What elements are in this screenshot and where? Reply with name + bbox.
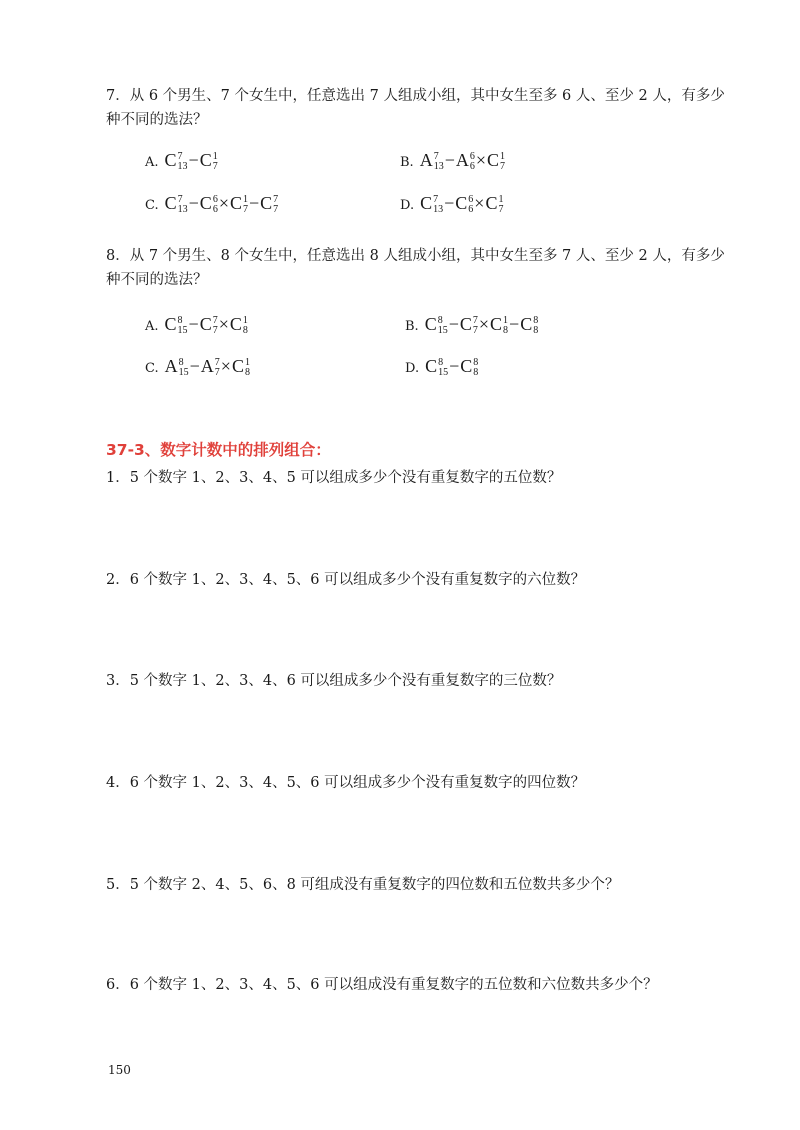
combination-symbol xyxy=(425,356,448,378)
symbol-subscript: 7 xyxy=(498,203,504,215)
symbol-superscript: 7 xyxy=(433,193,439,205)
symbol-subscript: 7 xyxy=(212,324,218,336)
times-operator: × xyxy=(218,314,229,334)
option-label: A. xyxy=(145,319,159,334)
symbol-letter: C xyxy=(229,314,242,334)
symbol-letter: C xyxy=(164,193,177,213)
symbol-letter: C xyxy=(459,314,472,334)
minus-operator: − xyxy=(188,150,199,170)
symbol-subscript: 13 xyxy=(177,203,188,215)
section-title: 37-3、数字计数中的排列组合： xyxy=(106,441,331,459)
q7-option-c[interactable] xyxy=(145,193,278,215)
symbol-letter: C xyxy=(260,193,273,213)
combination-symbol xyxy=(230,314,248,336)
question-4: 4．6 个数字 1、2、3、4、5、6 可以组成多少个没有重复数字的四位数？ xyxy=(106,775,586,791)
question-8-text: 8．从 7 个男生、8 个女生中，任意选出 8 人组成小组，其中女生至多 7 人、至少 2 人，有多少种不同的选法？ xyxy=(106,248,725,288)
symbol-superscript: 6 xyxy=(212,193,218,205)
q8-option-b[interactable] xyxy=(405,314,538,336)
option-expression xyxy=(165,150,218,170)
minus-operator: − xyxy=(248,193,260,213)
option-expression xyxy=(420,193,503,213)
symbol-superscript: 7 xyxy=(472,314,478,326)
option-label: C. xyxy=(145,198,159,213)
symbol-subscript: 15 xyxy=(438,366,449,378)
combination-symbol xyxy=(420,193,443,215)
symbol-subscript: 15 xyxy=(437,324,448,336)
minus-operator: − xyxy=(188,193,199,213)
symbol-superscript: 7 xyxy=(214,356,220,368)
arrangement-symbol xyxy=(420,150,444,172)
minus-operator: − xyxy=(444,150,455,170)
symbol-letter: C xyxy=(455,193,468,213)
combination-symbol xyxy=(260,193,278,215)
symbol-subscript: 6 xyxy=(469,160,475,172)
combination-symbol xyxy=(487,150,505,172)
minus-operator: − xyxy=(509,314,520,334)
combination-symbol xyxy=(200,150,218,172)
symbol-subscript: 8 xyxy=(503,324,509,336)
symbol-superscript: 1 xyxy=(500,150,506,162)
minus-operator: − xyxy=(449,356,460,376)
symbol-superscript: 8 xyxy=(437,314,443,326)
symbol-superscript: 1 xyxy=(503,314,509,326)
symbol-subscript: 8 xyxy=(473,366,479,378)
question-2: 2．6 个数字 1、2、3、4、5、6 可以组成多少个没有重复数字的六位数？ xyxy=(106,572,586,588)
arrangement-symbol xyxy=(456,150,475,172)
symbol-subscript: 7 xyxy=(212,160,218,172)
question-1: 1．5 个数字 1、2、3、4、5 可以组成多少个没有重复数字的五位数？ xyxy=(106,470,562,486)
symbol-superscript: 7 xyxy=(177,150,183,162)
times-operator: × xyxy=(474,193,485,213)
combination-symbol xyxy=(232,356,250,378)
option-expression xyxy=(420,150,505,170)
option-expression xyxy=(425,314,539,334)
symbol-letter: C xyxy=(164,314,177,334)
q7-option-d[interactable] xyxy=(400,193,503,215)
symbol-subscript: 13 xyxy=(177,160,188,172)
minus-operator: − xyxy=(188,314,199,334)
combination-symbol xyxy=(460,314,478,336)
option-expression xyxy=(425,356,478,376)
option-expression xyxy=(165,356,250,376)
combination-symbol xyxy=(425,314,448,336)
symbol-letter: C xyxy=(424,314,437,334)
symbol-letter: C xyxy=(460,356,473,376)
symbol-superscript: 8 xyxy=(177,314,183,326)
question-7-text: 7．从 6 个男生、7 个女生中，任意选出 7 人组成小组，其中女生至多 6 人、至少 2 人，有多少种不同的选法？ xyxy=(106,88,725,128)
arrangement-symbol xyxy=(165,356,189,378)
symbol-subscript: 15 xyxy=(178,366,189,378)
option-expression xyxy=(165,193,279,213)
combination-symbol xyxy=(200,193,218,215)
page-number: 150 xyxy=(108,1063,131,1077)
times-operator: × xyxy=(218,193,229,213)
symbol-letter: A xyxy=(419,150,433,170)
symbol-superscript: 7 xyxy=(177,193,183,205)
symbol-superscript: 6 xyxy=(469,150,475,162)
q7-option-a[interactable] xyxy=(145,150,218,172)
symbol-superscript: 6 xyxy=(468,193,474,205)
symbol-superscript: 1 xyxy=(498,193,504,205)
symbol-superscript: 7 xyxy=(212,314,218,326)
symbol-letter: C xyxy=(490,314,503,334)
symbol-letter: C xyxy=(231,356,244,376)
q8-option-d[interactable] xyxy=(405,356,478,378)
symbol-letter: C xyxy=(199,193,212,213)
symbol-subscript: 8 xyxy=(533,324,539,336)
combination-symbol xyxy=(460,356,478,378)
combination-symbol xyxy=(520,314,538,336)
question-3: 3．5 个数字 1、2、3、4、6 可以组成多少个没有重复数字的三位数？ xyxy=(106,673,562,689)
symbol-letter: C xyxy=(199,314,212,334)
symbol-superscript: 8 xyxy=(438,356,444,368)
symbol-subscript: 7 xyxy=(242,203,248,215)
combination-symbol xyxy=(485,193,503,215)
symbol-letter: A xyxy=(164,356,178,376)
option-label: A. xyxy=(145,155,159,170)
symbol-letter: C xyxy=(485,193,498,213)
symbol-superscript: 7 xyxy=(433,150,439,162)
minus-operator: − xyxy=(189,356,200,376)
symbol-superscript: 1 xyxy=(212,150,218,162)
combination-symbol xyxy=(490,314,508,336)
symbol-superscript: 8 xyxy=(533,314,539,326)
symbol-letter: A xyxy=(200,356,214,376)
symbol-letter: C xyxy=(199,150,212,170)
symbol-letter: C xyxy=(164,150,177,170)
symbol-superscript: 1 xyxy=(242,193,248,205)
option-label: B. xyxy=(400,155,414,170)
symbol-superscript: 1 xyxy=(242,314,248,326)
option-label: C. xyxy=(145,361,159,376)
symbol-subscript: 8 xyxy=(242,324,248,336)
combination-symbol xyxy=(165,150,188,172)
option-label: B. xyxy=(405,319,419,334)
symbol-letter: C xyxy=(425,356,438,376)
symbol-superscript: 8 xyxy=(473,356,479,368)
times-operator: × xyxy=(220,356,231,376)
symbol-subscript: 6 xyxy=(212,203,218,215)
question-5: 5．5 个数字 2、4、5、6、8 可组成没有重复数字的四位数和五位数共多少个？ xyxy=(106,877,620,893)
arrangement-symbol xyxy=(201,356,220,378)
q8-option-c[interactable] xyxy=(145,356,250,378)
option-expression xyxy=(165,314,248,334)
option-label: D. xyxy=(400,198,415,213)
minus-operator: − xyxy=(448,314,459,334)
symbol-subscript: 7 xyxy=(472,324,478,336)
symbol-letter: A xyxy=(455,150,469,170)
symbol-superscript: 8 xyxy=(178,356,184,368)
question-6: 6．6 个数字 1、2、3、4、5、6 可以组成没有重复数字的五位数和六位数共多少个？ xyxy=(106,977,658,993)
symbol-subscript: 15 xyxy=(177,324,188,336)
combination-symbol xyxy=(165,314,188,336)
option-label: D. xyxy=(405,361,420,376)
symbol-superscript: 1 xyxy=(244,356,250,368)
combination-symbol xyxy=(200,314,218,336)
symbol-letter: C xyxy=(520,314,533,334)
symbol-letter: C xyxy=(487,150,500,170)
symbol-subscript: 8 xyxy=(244,366,250,378)
combination-symbol xyxy=(165,193,188,215)
symbol-subscript: 7 xyxy=(273,203,279,215)
times-operator: × xyxy=(478,314,490,334)
combination-symbol xyxy=(455,193,473,215)
q8-option-a[interactable] xyxy=(145,314,248,336)
symbol-subscript: 13 xyxy=(433,160,444,172)
symbol-letter: C xyxy=(420,193,433,213)
symbol-subscript: 6 xyxy=(468,203,474,215)
symbol-subscript: 7 xyxy=(214,366,220,378)
symbol-subscript: 7 xyxy=(500,160,506,172)
combination-symbol xyxy=(230,193,248,215)
symbol-subscript: 13 xyxy=(433,203,444,215)
symbol-letter: C xyxy=(229,193,242,213)
symbol-superscript: 7 xyxy=(273,193,279,205)
times-operator: × xyxy=(475,150,486,170)
q7-option-b[interactable] xyxy=(400,150,505,172)
minus-operator: − xyxy=(444,193,455,213)
